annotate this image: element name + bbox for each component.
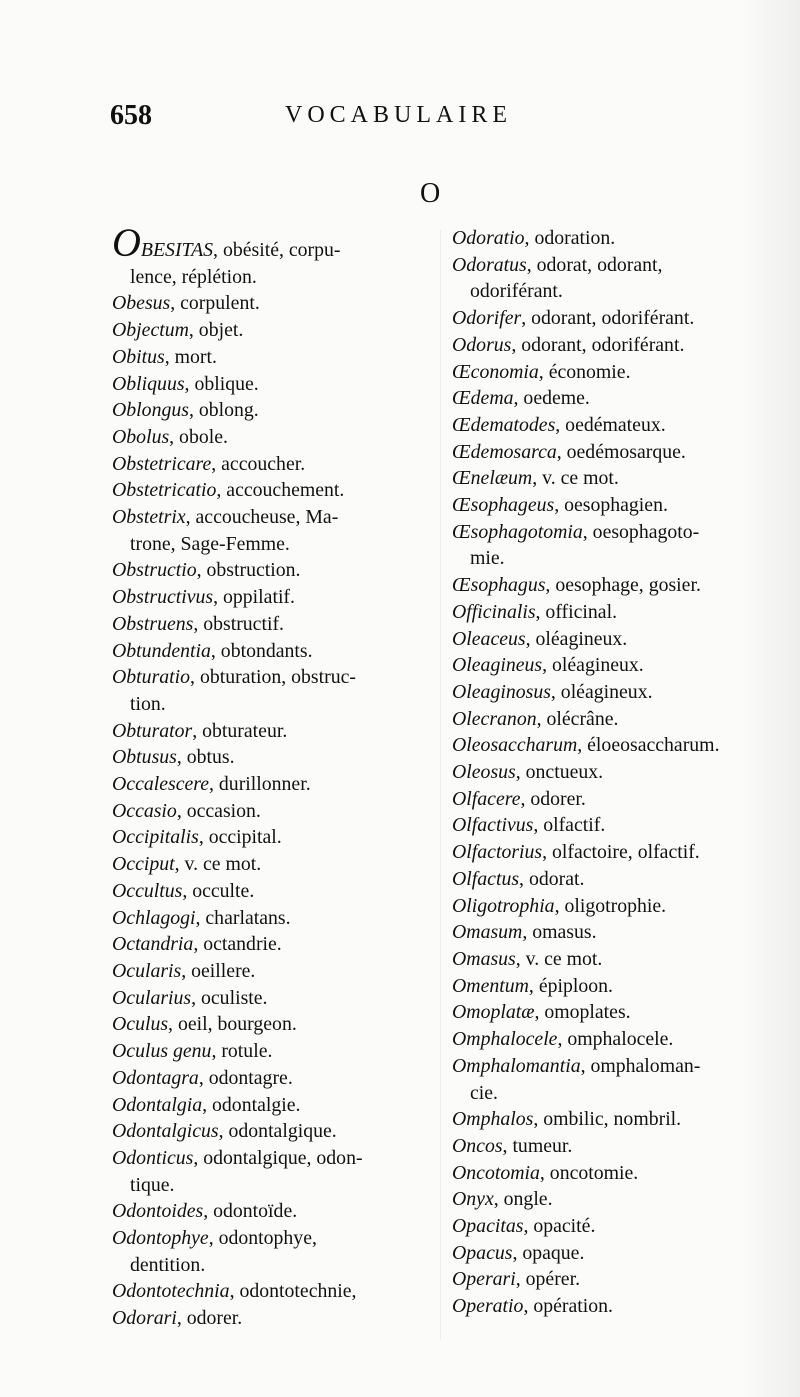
entry-headword: Opacus [452, 1241, 513, 1264]
entry-headword: Omphalomantia [452, 1054, 581, 1077]
entry-headword: Oleagineus [452, 654, 543, 677]
entry-headword: Œsophagotomia [452, 520, 583, 543]
dictionary-entry [112, 824, 430, 851]
dictionary-entry [112, 1225, 430, 1252]
dictionary-entry [112, 1305, 430, 1332]
entry-headword: Olecranon [452, 707, 537, 730]
entry-headword: Omasum [452, 921, 523, 944]
entry-headword: Oleosaccharum [452, 734, 578, 757]
dictionary-entry [452, 1293, 770, 1320]
entry-definition: , olécrâne. [536, 707, 619, 730]
left-column [112, 220, 430, 1332]
dictionary-entry [112, 557, 430, 584]
entry-definition: , accoucher. [211, 452, 306, 475]
entry-headword: Olfactorius [452, 841, 543, 864]
entry-definition: , tumeur. [502, 1134, 573, 1157]
entry-definition: , occipital. [198, 826, 282, 849]
entry-headword: Odontagra [112, 1066, 199, 1089]
entry-definition: , odorant, odoriférant. [511, 333, 685, 356]
dictionary-entry [452, 759, 770, 786]
entry-headword: Oculus [112, 1013, 169, 1036]
entry-definition: , oeillere. [181, 959, 256, 982]
entry-definition: , obtus. [176, 746, 235, 769]
entry-headword: Odontophye [112, 1227, 209, 1250]
dictionary-entry [112, 664, 430, 691]
entry-headword: Onyx [452, 1188, 494, 1211]
entry-headword: Oleaceus [452, 627, 526, 650]
dictionary-entry [452, 786, 770, 813]
entry-headword: Obstructio [112, 559, 197, 582]
page-header [110, 100, 770, 140]
dictionary-entry [112, 1198, 430, 1225]
dictionary-entry [112, 958, 430, 985]
entry-headword: Olfactus [452, 867, 520, 890]
entry-definition: , occulte. [182, 879, 255, 902]
entry-definition: , oléagineux. [525, 627, 628, 650]
entry-definition: , omphalocele. [557, 1028, 674, 1051]
entry-definition: , odoration. [524, 227, 616, 249]
entry-definition: , oléagineux. [542, 654, 644, 677]
dictionary-entry [452, 385, 770, 412]
entry-definition: , odorat, odorant, [526, 253, 663, 276]
entry-headword: Oculus genu [112, 1040, 212, 1063]
entry-headword: Occipitalis [112, 826, 199, 849]
entry-definition: , occasion. [176, 799, 261, 822]
dictionary-entry [112, 744, 430, 771]
entry-definition: , oesophagien. [554, 494, 668, 517]
entry-headword: Oleosus [452, 761, 516, 784]
dictionary-entry [452, 412, 770, 439]
drop-cap: O [112, 220, 141, 265]
entry-headword: Occiput [112, 853, 175, 876]
entry-headword: Obtusus [112, 746, 177, 769]
entry-headword: Odontotechnia [112, 1280, 230, 1303]
entry-definition: , oesophagoto- [582, 520, 700, 543]
entry-headword: Obitus [112, 345, 165, 368]
entry-headword: Ocularius [112, 986, 192, 1009]
dictionary-entry [452, 305, 770, 332]
dictionary-entry [452, 252, 770, 279]
entry-headword: Oncotomia [452, 1161, 540, 1184]
entry-definition: , odorant, odoriférant. [521, 307, 695, 330]
entry-headword: Olfacere [452, 787, 521, 810]
dictionary-entry [452, 492, 770, 519]
entry-definition: , officinal. [535, 600, 618, 623]
entry-definition: , obturation, obstruc- [190, 666, 356, 689]
entry-definition: , obtondants. [210, 639, 313, 662]
entry-definition: , odorer. [520, 787, 586, 810]
entry-headword: Oblongus [112, 399, 189, 422]
entry-definition: , v. ce mot. [174, 853, 262, 876]
dictionary-entry [452, 893, 770, 920]
entry-headword: Odontoides [112, 1200, 204, 1223]
dictionary-entry [452, 732, 770, 759]
entry-headword: Oligotrophia [452, 894, 555, 917]
entry-definition: , opacité. [523, 1215, 596, 1238]
entry-headword: Œsophagus [452, 574, 546, 597]
dictionary-entry [452, 572, 770, 599]
entry-headword: Obstetrix [112, 506, 186, 529]
entry-definition: , oesophage, gosier. [545, 574, 701, 597]
dictionary-entry [112, 798, 430, 825]
entry-headword: Obstetricare [112, 452, 212, 475]
entry-headword: Obstructivus [112, 586, 214, 609]
entry-definition: , odorat. [519, 867, 585, 890]
dictionary-entry [112, 638, 430, 665]
entry-headword: Occalescere [112, 773, 210, 796]
entry-definition: , oedeme. [513, 387, 590, 410]
dictionary-entry [112, 1038, 430, 1065]
dictionary-entry [452, 839, 770, 866]
dictionary-entry [452, 519, 770, 546]
entry-continuation: tion. [130, 692, 166, 715]
dictionary-entry [452, 679, 770, 706]
entry-headword: Obtundentia [112, 639, 211, 662]
entry-definition: , omasus. [522, 921, 597, 944]
dictionary-entry [112, 397, 430, 424]
entry-definition: , v. ce mot. [532, 467, 619, 490]
entry-headword: Odontalgicus [112, 1120, 219, 1143]
dictionary-entry [112, 317, 430, 344]
section-letter: O [420, 178, 441, 209]
dictionary-entry [452, 1266, 770, 1293]
entry-definition: , charlatans. [195, 906, 291, 929]
dictionary-entry [112, 220, 430, 265]
dictionary-entry [112, 290, 430, 317]
entry-definition: , opaque. [512, 1241, 585, 1264]
entry-continuation: trone, Sage-Femme. [130, 532, 290, 555]
dictionary-entry [452, 225, 770, 252]
entry-headword: Odontalgia [112, 1093, 203, 1116]
entry-headword: Oleaginosus [452, 680, 551, 703]
entry-definition: , oppilatif. [213, 586, 295, 609]
running-head: VOCABULAIRE [285, 102, 512, 128]
dictionary-entry [452, 812, 770, 839]
entry-definition: , obstruction. [196, 559, 301, 582]
entry-definition: , obésité, corpu- [213, 239, 341, 261]
entry-headword: Octandria [112, 933, 194, 956]
entry-headword: Odoratus [452, 253, 527, 276]
entry-headword: Odorari [112, 1307, 177, 1330]
entry-definition: , oléagineux. [550, 680, 653, 703]
entry-headword: Odoratio [452, 227, 525, 249]
entry-definition: , odontalgique. [218, 1120, 337, 1143]
dictionary-entry [452, 439, 770, 466]
dictionary-entry [112, 878, 430, 905]
entry-headword: Objectum [112, 319, 189, 342]
entry-continuation: mie. [470, 547, 505, 570]
entry-definition: , objet. [188, 319, 244, 342]
entry-definition: , odontotechnie, [229, 1280, 357, 1303]
entry-headword: Odorus [452, 333, 512, 356]
entry-headword: BESITAS [140, 239, 214, 261]
entry-definition: , opérer. [515, 1268, 581, 1291]
dictionary-entry [452, 1160, 770, 1187]
dictionary-entry [452, 973, 770, 1000]
dictionary-entry [112, 1145, 430, 1172]
entry-definition: , obturateur. [192, 719, 288, 742]
entry-definition: , ombilic, nombril. [533, 1108, 682, 1131]
dictionary-entry [452, 599, 770, 626]
dictionary-entry [452, 1026, 770, 1053]
dictionary-entry [452, 866, 770, 893]
dictionary-entry [112, 985, 430, 1012]
entry-definition: , accouchement. [216, 479, 345, 502]
entry-definition: , oeil, bourgeon. [168, 1013, 297, 1036]
entry-definition: , rotule. [211, 1040, 273, 1063]
dictionary-entry [112, 905, 430, 932]
page-number: 658 [110, 100, 152, 131]
entry-headword: Officinalis [452, 600, 536, 623]
entry-definition: , olfactif. [533, 814, 606, 837]
entry-headword: Occasio [112, 799, 177, 822]
entry-headword: Oncos [452, 1134, 503, 1157]
dictionary-entry [112, 1118, 430, 1145]
entry-definition: , oedémateux. [555, 413, 666, 436]
entry-definition: , odontalgique, odon- [193, 1146, 363, 1169]
dictionary-entry [112, 611, 430, 638]
dictionary-entry [112, 344, 430, 371]
dictionary-entry [452, 919, 770, 946]
entry-headword: Omoplatæ [452, 1001, 535, 1024]
entry-definition: , odorer. [176, 1307, 243, 1330]
dictionary-entry [112, 718, 430, 745]
entry-headword: Obliquus [112, 372, 185, 395]
entry-definition: , oncotomie. [539, 1161, 639, 1184]
entry-headword: Operari [452, 1268, 516, 1291]
entry-definition: , odontagre. [198, 1066, 293, 1089]
entry-continuation: odoriférant. [470, 280, 563, 303]
entry-definition: , v. ce mot. [515, 947, 603, 970]
entry-continuation: lence, réplétion. [130, 265, 257, 288]
entry-continuation: cie. [470, 1081, 499, 1104]
dictionary-entry [112, 1092, 430, 1119]
entry-definition: , mort. [164, 345, 217, 368]
dictionary-entry [452, 626, 770, 653]
entry-definition: , obstructif. [193, 612, 284, 635]
dictionary-entry [452, 332, 770, 359]
entry-definition: , obole. [169, 425, 228, 448]
entry-headword: Œnelæum [452, 467, 533, 490]
entry-definition: , olfactoire, olfactif. [542, 841, 700, 864]
entry-headword: Obturatio [112, 666, 191, 689]
dictionary-entry [452, 706, 770, 733]
entry-headword: Odonticus [112, 1146, 194, 1169]
entry-headword: Occultus [112, 879, 183, 902]
entry-definition: , omphaloman- [580, 1054, 701, 1077]
dictionary-entry [112, 1011, 430, 1038]
dictionary-entry [452, 999, 770, 1026]
entry-headword: Obturator [112, 719, 193, 742]
entry-headword: Œdematodes [452, 413, 556, 436]
entry-definition: , oblong. [188, 399, 259, 422]
entry-headword: Omentum [452, 974, 529, 997]
dictionary-entry [452, 946, 770, 973]
entry-definition: , odontophye, [208, 1227, 317, 1250]
entry-headword: Obolus [112, 425, 170, 448]
dictionary-entry [112, 851, 430, 878]
entry-definition: , épiploon. [528, 974, 613, 997]
entry-definition: , odontalgie. [202, 1093, 301, 1116]
entry-definition: , durillonner. [209, 773, 311, 796]
entry-definition: , oligotrophie. [554, 894, 667, 917]
dictionary-entry [452, 359, 770, 386]
dictionary-entry [452, 652, 770, 679]
entry-headword: Obstetricatio [112, 479, 217, 502]
dictionary-entry [112, 451, 430, 478]
entry-definition: , onctueux. [515, 761, 604, 784]
entry-definition: , odontoïde. [203, 1200, 298, 1223]
dictionary-entry [452, 1186, 770, 1213]
entry-headword: Omphalocele [452, 1028, 558, 1051]
entry-headword: Odorifer [452, 307, 522, 330]
dictionary-entry [112, 771, 430, 798]
dictionary-entry [112, 504, 430, 531]
entry-definition: , oedémosarque. [556, 440, 686, 463]
entry-continuation: dentition. [130, 1253, 206, 1276]
entry-definition: , économie. [538, 360, 631, 383]
dictionary-entry [112, 424, 430, 451]
entry-definition: , omoplates. [534, 1001, 631, 1024]
entry-definition: , octandrie. [193, 933, 282, 956]
entry-headword: Œdema [452, 387, 514, 410]
right-column [452, 225, 770, 1320]
entry-headword: Obesus [112, 292, 171, 315]
column-gutter [440, 230, 441, 1340]
dictionary-entry [112, 477, 430, 504]
entry-headword: Opacitas [452, 1215, 524, 1238]
entry-headword: Œconomia [452, 360, 539, 383]
dictionary-entry [112, 1278, 430, 1305]
dictionary-entry [112, 931, 430, 958]
entry-definition: , accoucheuse, Ma- [185, 506, 339, 529]
dictionary-entry [452, 465, 770, 492]
entry-headword: Operatio [452, 1295, 524, 1318]
dictionary-entry [452, 1053, 770, 1080]
entry-headword: Omasus [452, 947, 516, 970]
dictionary-entry [452, 1213, 770, 1240]
entry-headword: Omphalos [452, 1108, 534, 1131]
dictionary-entry [112, 371, 430, 398]
dictionary-entry [112, 584, 430, 611]
entry-continuation: tique. [130, 1173, 175, 1196]
entry-definition: , ongle. [493, 1188, 553, 1211]
entry-headword: Œsophageus [452, 494, 555, 517]
entry-headword: Obstruens [112, 612, 194, 635]
dictionary-entry [112, 1065, 430, 1092]
dictionary-entry [452, 1240, 770, 1267]
entry-headword: Olfactivus [452, 814, 534, 837]
entry-headword: Ocularis [112, 959, 182, 982]
dictionary-entry [452, 1133, 770, 1160]
entry-definition: , éloeosaccharum. [577, 734, 720, 757]
entry-definition: , corpulent. [170, 292, 260, 315]
entry-definition: , opération. [523, 1295, 613, 1318]
entry-headword: Ochlagogi [112, 906, 196, 929]
entry-definition: , oculiste. [191, 986, 268, 1009]
entry-headword: Œdemosarca [452, 440, 557, 463]
entry-definition: , oblique. [184, 372, 259, 395]
dictionary-entry [452, 1106, 770, 1133]
